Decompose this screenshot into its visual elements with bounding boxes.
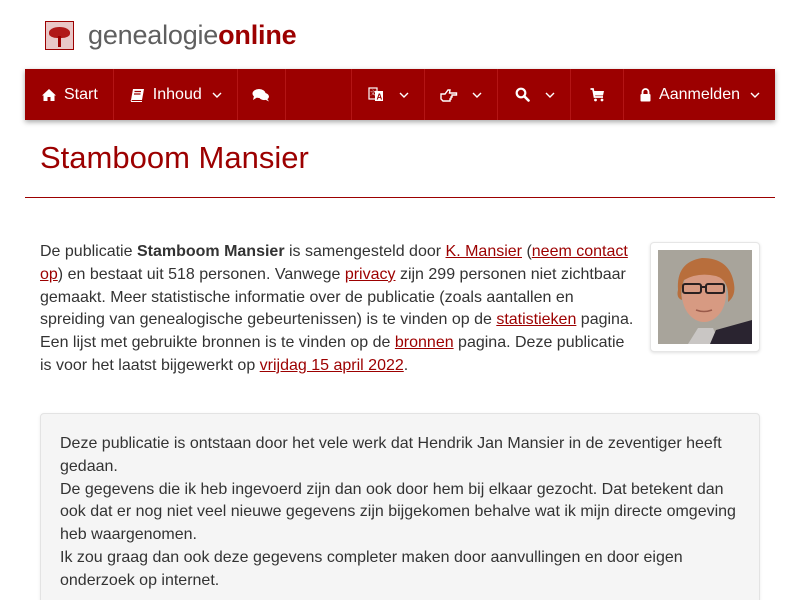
tree-logo-icon bbox=[45, 21, 74, 50]
chevron-down-icon bbox=[399, 92, 409, 98]
nav-language[interactable] bbox=[352, 69, 425, 120]
main-navbar bbox=[25, 69, 775, 120]
page-title: Stamboom Mansier bbox=[40, 140, 309, 175]
svg-text:A: A bbox=[376, 92, 383, 101]
author-photo bbox=[658, 250, 752, 344]
lock-icon bbox=[639, 88, 651, 102]
nav-aanmelden-label: Aanmelden bbox=[659, 85, 740, 103]
search-icon bbox=[513, 87, 531, 102]
home-icon bbox=[40, 88, 58, 102]
nav-search[interactable] bbox=[498, 69, 571, 120]
description-paragraph: Ik zou graag dan ook deze gegevens completer maken door aanvullingen en door eigen onderzoek op internet. bbox=[60, 548, 683, 589]
cart-icon bbox=[588, 88, 606, 102]
last-updated-link[interactable]: vrijdag 15 april 2022 bbox=[259, 356, 404, 374]
description-paragraph: De gegevens die ik heb ingevoerd zijn dan ook door hem bij elkaar gezocht. Dat betekent dan ook dat er nog niet veel nieuwe gegevens zijn bijgekomen behalve wat ik mijn directe omgeving heb waargenomen. bbox=[60, 480, 736, 544]
privacy-link[interactable]: privacy bbox=[344, 265, 396, 283]
translate-icon bbox=[367, 87, 385, 103]
nav-inhoud-label: Inhoud bbox=[152, 85, 202, 103]
author-link[interactable]: K. Mansier bbox=[445, 243, 522, 260]
nav-aanmelden[interactable] bbox=[624, 69, 775, 120]
chevron-down-icon bbox=[545, 92, 555, 98]
description-panel bbox=[40, 413, 760, 600]
chevron-down-icon bbox=[472, 92, 482, 98]
nav-forum[interactable] bbox=[238, 69, 286, 120]
nav-start[interactable] bbox=[25, 69, 114, 120]
chevron-down-icon bbox=[212, 92, 222, 98]
book-icon bbox=[129, 88, 147, 102]
sources-link[interactable]: bronnen bbox=[394, 334, 454, 352]
contact-link[interactable]: neem contact op bbox=[40, 243, 628, 283]
statistics-link[interactable]: statistieken bbox=[496, 311, 577, 329]
site-name: genealogieonline bbox=[88, 20, 297, 50]
nav-start-label: Start bbox=[64, 85, 98, 103]
site-header bbox=[0, 0, 800, 68]
hand-pointer-icon bbox=[440, 88, 458, 102]
publication-name: Stamboom Mansier bbox=[136, 243, 285, 260]
publication-intro: De publicatie Stamboom Mansier is samengesteld door K. Mansier (neem contact op) en bestaat uit 518 personen. Vanwege privacy zijn 299 personen niet zichtbaar gemaakt. Meer statistische informatie over de publicatie (zoals aantallen en spreiding van genealogische gebeurtenissen) is te vinden op de statistieken pagina. Een lijst met gebruikte bronnen is te vinden op de bronnen pagina. Deze publicatie is voor het laatst bijgewerkt op vrijdag 15 april 2022. bbox=[40, 243, 634, 374]
nav-shop[interactable] bbox=[571, 69, 624, 120]
site-logo[interactable] bbox=[45, 20, 296, 50]
chevron-down-icon bbox=[750, 92, 760, 98]
title-divider bbox=[25, 197, 775, 198]
comments-icon bbox=[252, 88, 270, 102]
description-paragraph: Deze publicatie is ontstaan door het vele werk dat Hendrik Jan Mansier in de zeventiger heeft gedaan. bbox=[60, 435, 722, 475]
nav-spacer bbox=[286, 69, 352, 120]
author-photo-frame[interactable] bbox=[650, 242, 760, 352]
svg-text:文: 文 bbox=[370, 90, 377, 97]
nav-actions[interactable] bbox=[425, 69, 498, 120]
nav-inhoud[interactable] bbox=[114, 69, 238, 120]
